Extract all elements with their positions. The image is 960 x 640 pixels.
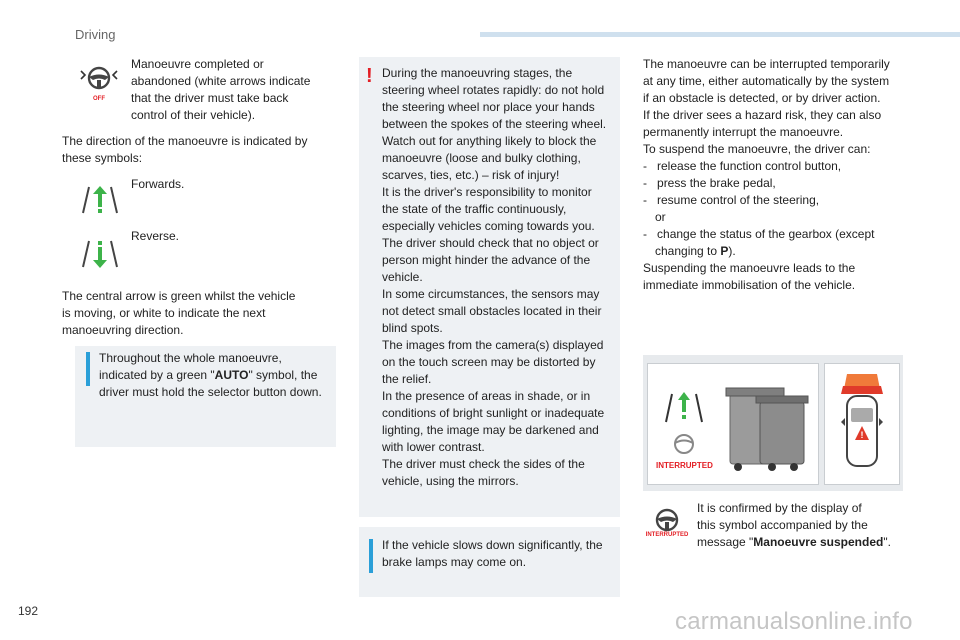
list-item: - change the status of the gearbox (except [643, 227, 875, 241]
warning-line: steering wheel rotates rapidly: do not hold [382, 83, 605, 97]
warning-line: It is the driver's responsibility to monitor [382, 185, 592, 199]
warning-line: During the manoeuvring stages, the [382, 66, 573, 80]
info-icon [369, 539, 373, 573]
warning-line: the relief. [382, 372, 432, 386]
steering-wheel-interrupted-icon [645, 507, 689, 543]
warning-line: on the touch screen may be distorted by [382, 355, 596, 369]
interrupted-illustration [643, 355, 903, 491]
interrupted-small-label: INTERRUPTED [645, 532, 689, 538]
warning-line: between the spokes of the steering wheel. [382, 117, 607, 131]
direction-text: The direction of the manoeuvre is indicated by these symbols: [62, 134, 308, 165]
section-title: Driving [75, 27, 116, 42]
header-bar [480, 32, 960, 37]
interrupt-text: The manoeuvre can be interrupted temporarily at any time, either automatically by the system if an obstacle is detected, or by driver action. If the driver sees a hazard risk, they can also permanently interrupt the manoeuvre. To suspend the manoeuvre, the driver can: - release the function control button, - press the brake pedal, - resume control of the steering, or - change the status of the gearbox (except changing to P). Suspending the manoeuvre leads to the immediate immobilisation of the vehicle. [643, 56, 913, 294]
car-view-panel [824, 363, 900, 485]
warning-line: person might hinder the advance of the [382, 253, 591, 267]
warning-line: The driver must check the sides of the [382, 457, 585, 471]
screen-panel [647, 363, 819, 485]
warning-line: the state of the traffic continuously, [382, 202, 567, 216]
forwards-icon [80, 183, 120, 217]
info-box-auto-text: Throughout the whole manoeuvre, indicated by a green "AUTO" symbol, the driver must hold the selector button down. [99, 351, 322, 399]
warning-line: lighting, the image may be darkened and [382, 423, 599, 437]
warning-line: with lower contrast. [382, 440, 485, 454]
warning-line: blind spots. [382, 321, 443, 335]
warning-line: The driver should check that no object or [382, 236, 599, 250]
warning-line: not detect small obstacles located in their [382, 304, 602, 318]
svg-text:!: ! [860, 430, 864, 440]
warning-line: Watch out for anything likely to block the [382, 134, 597, 148]
info-box-brake-text: If the vehicle slows down significantly, the brake lamps may come on. [382, 538, 603, 569]
interrupted-label: INTERRUPTED [656, 461, 713, 470]
warning-line: In some circumstances, the sensors may [382, 287, 600, 301]
warning-line: scarves, ties, etc.) – risk of injury! [382, 168, 560, 182]
info-icon [86, 352, 90, 386]
steering-wheel-off-icon [77, 63, 121, 103]
list-item: - release the function control button, [643, 159, 842, 173]
reverse-label: Reverse. [131, 229, 180, 243]
forwards-label: Forwards. [131, 177, 185, 191]
list-item: - resume control of the steering, [643, 193, 820, 207]
off-label: OFF [93, 96, 105, 102]
reverse-icon [80, 237, 120, 271]
warning-line: the steering wheel nor place your hands [382, 100, 595, 114]
page-number: 192 [18, 604, 39, 618]
warning-line: In the presence of areas in shade, or in [382, 389, 591, 403]
warning-line: vehicle. [382, 270, 423, 284]
warning-line: The images from the camera(s) displayed [382, 338, 604, 352]
warning-line: especially vehicles coming towards you. [382, 219, 595, 233]
central-arrow-text: The central arrow is green whilst the vehicle is moving, or white to indicate the next manoeuvring direction. [62, 289, 296, 337]
warning-line: conditions of bright sunlight or inadequate [382, 406, 605, 420]
confirm-text: It is confirmed by the display of this symbol accompanied by the message "Manoeuvre suspended". [697, 501, 891, 549]
warning-text [382, 65, 617, 490]
warning-icon: ! [366, 65, 373, 87]
list-item: - press the brake pedal, [643, 176, 776, 190]
warning-line: vehicle, using the mirrors. [382, 474, 519, 488]
warning-line: manoeuvre (loose and bulky clothing, [382, 151, 581, 165]
completed-text: Manoeuvre completed or abandoned (white arrows indicate that the driver must take back control of their vehicle). [131, 57, 311, 122]
watermark: carmanualsonline.info [675, 608, 913, 635]
